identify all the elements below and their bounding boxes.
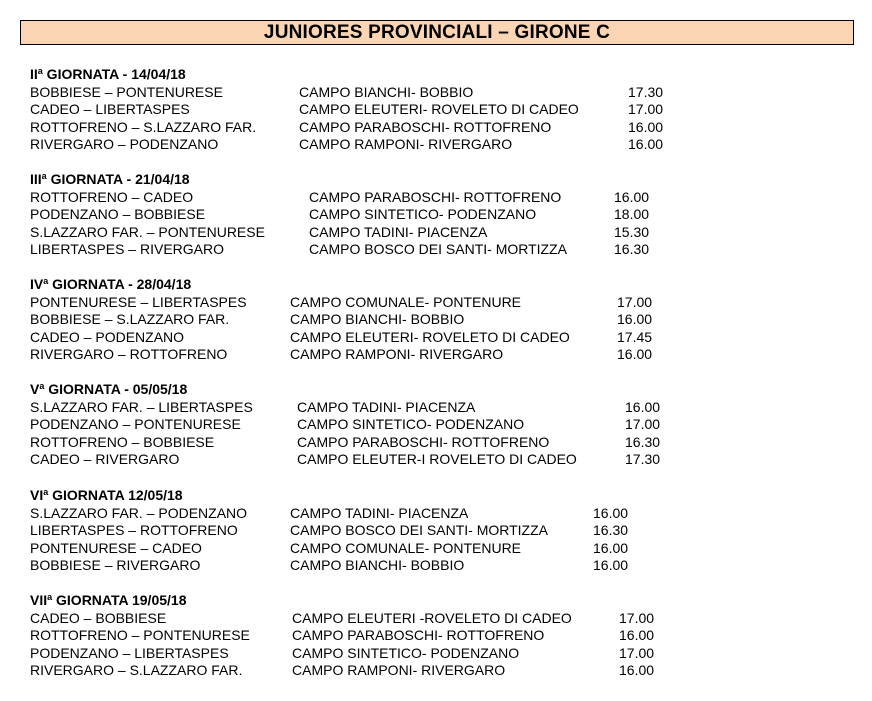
match-teams: ROTTOFRENO – BOBBIESE (30, 433, 215, 450)
match-time: 17.30 (625, 451, 661, 467)
match-field: CAMPO TADINI- PIACENZA (309, 223, 488, 240)
match-row (30, 627, 655, 645)
match-teams: RIVERGARO – S.LAZZARO FAR. (30, 662, 243, 678)
match-row (30, 328, 653, 347)
round-block (30, 276, 653, 364)
match-field: CAMPO COMUNALE- PONTENURE (290, 539, 522, 556)
match-time: 16.30 (593, 522, 629, 538)
round-block (30, 171, 650, 259)
match-row (30, 241, 650, 259)
match-time: 16.00 (628, 118, 664, 135)
match-row (30, 188, 650, 207)
round-title: $V^a$ GIORNATA - 05/05/18 (30, 381, 188, 397)
match-field: CAMPO RAMPONI- RIVERGARO (299, 136, 513, 152)
match-time: 16.00 (619, 627, 655, 643)
match-teams: ROTTOFRENO – S.LAZZARO FAR. (30, 118, 257, 135)
match-teams: PODENZANO – LIBERTASPES (30, 644, 229, 661)
match-field: CAMPO TADINI- PIACENZA (290, 504, 469, 521)
match-time: 16.30 (625, 433, 661, 450)
round-title: $IV^a$ GIORNATA - 28/04/18 (30, 276, 192, 292)
match-time: 16.00 (617, 346, 653, 362)
match-row (30, 416, 661, 434)
match-row (30, 433, 661, 452)
match-teams: CADEO – PODENZANO (30, 328, 185, 345)
match-field: CAMPO RAMPONI- RIVERGARO (290, 346, 504, 362)
page-title-banner (20, 20, 854, 45)
match-time: 16.00 (619, 662, 655, 678)
match-teams: CADEO – LIBERTASPES (30, 101, 190, 117)
match-time: 16.00 (628, 136, 664, 152)
round-block (30, 66, 664, 154)
match-time: 17.30 (628, 83, 664, 100)
match-field: CAMPO SINTETICO- PODENZANO (297, 416, 525, 432)
match-row (30, 293, 653, 312)
match-row (30, 644, 655, 663)
match-teams: LIBERTASPES – ROTTOFRENO (30, 522, 238, 538)
match-field: CAMPO ELEUTERI- ROVELETO DI CADEO (290, 328, 570, 345)
match-row (30, 136, 664, 154)
match-field: CAMPO ELEUTER-I ROVELETO DI CADEO (297, 451, 577, 467)
match-time: 17.00 (625, 416, 661, 432)
match-teams: RIVERGARO – PODENZANO (30, 136, 219, 152)
match-row (30, 504, 629, 523)
match-row (30, 539, 629, 558)
match-teams: PONTENURESE – LIBERTASPES (30, 293, 247, 310)
match-field: CAMPO BIANCHI- BOBBIO (290, 311, 465, 327)
round-block (30, 592, 655, 680)
round-block (30, 381, 661, 469)
match-row (30, 451, 661, 469)
match-row (30, 346, 653, 364)
match-row (30, 662, 655, 680)
match-teams: CADEO – BOBBIESE (30, 609, 167, 626)
match-time: 17.00 (617, 293, 653, 310)
match-time: 16.00 (593, 504, 629, 521)
match-time: 16.00 (625, 398, 661, 415)
round-title: III$^a$ GIORNATA - 21/04/18 (30, 171, 190, 187)
match-teams: CADEO – RIVERGARO (30, 451, 180, 467)
match-time: 16.00 (614, 188, 650, 205)
match-field: CAMPO PARABOSCHI- ROTTOFRENO (299, 118, 552, 135)
match-time: 16.00 (593, 557, 629, 573)
match-field: CAMPO SINTETICO- PODENZANO (309, 206, 537, 222)
page-title: JUNIORES PROVINCIALI – GIRONE C (263, 21, 611, 43)
match-teams: PODENZANO – PONTENURESE (30, 416, 241, 432)
match-time: 15.30 (614, 223, 650, 240)
match-time: 16.30 (614, 241, 650, 257)
match-field: CAMPO BOSCO DEI SANTI- MORTIZZA (290, 522, 548, 538)
match-teams: S.LAZZARO FAR. – PODENZANO (30, 504, 248, 521)
match-row (30, 101, 664, 119)
match-row (30, 206, 650, 224)
match-teams: PONTENURESE – CADEO (30, 539, 202, 556)
round-title: VII$^a$ GIORNATA 19/05/18 (30, 592, 187, 608)
match-field: CAMPO TADINI- PIACENZA (297, 398, 476, 415)
match-row (30, 557, 629, 575)
match-field: CAMPO PARABOSCHI- ROTTOFRENO (297, 433, 550, 450)
match-field: CAMPO COMUNALE- PONTENURE (290, 293, 522, 310)
match-row (30, 83, 664, 102)
match-teams: LIBERTASPES – RIVERGARO (30, 241, 224, 257)
match-time: 18.00 (614, 206, 650, 222)
match-field: CAMPO ELEUTERI -ROVELETO DI CADEO (292, 609, 572, 626)
match-field: CAMPO PARABOSCHI- ROTTOFRENO (292, 627, 545, 643)
round-block (30, 487, 629, 575)
match-time: 17.00 (619, 609, 655, 626)
match-teams: PODENZANO – BOBBIESE (30, 206, 206, 222)
match-time: 17.00 (628, 101, 664, 117)
match-field: CAMPO ELEUTERI- ROVELETO DI CADEO (299, 101, 579, 117)
match-field: CAMPO BOSCO DEI SANTI- MORTIZZA (309, 241, 567, 257)
match-teams: S.LAZZARO FAR. – PONTENURESE (30, 223, 265, 240)
match-teams: BOBBIESE – S.LAZZARO FAR. (30, 311, 230, 327)
match-time: 16.00 (593, 539, 629, 556)
match-row (30, 311, 653, 329)
match-row (30, 223, 650, 242)
match-teams: RIVERGARO – ROTTOFRENO (30, 346, 228, 362)
match-time: 16.00 (617, 311, 653, 327)
match-row (30, 118, 664, 137)
round-title: $II^a$ GIORNATA - 14/04/18 (30, 66, 186, 82)
match-row (30, 522, 629, 540)
match-teams: ROTTOFRENO – PONTENURESE (30, 627, 250, 643)
match-time: 17.45 (617, 328, 653, 345)
match-row (30, 609, 655, 628)
match-teams: S.LAZZARO FAR. – LIBERTASPES (30, 398, 253, 415)
match-field: CAMPO SINTETICO- PODENZANO (292, 644, 520, 661)
match-teams: ROTTOFRENO – CADEO (30, 188, 194, 205)
match-teams: BOBBIESE – RIVERGARO (30, 557, 201, 573)
match-time: 17.00 (619, 644, 655, 661)
match-teams: BOBBIESE – PONTENURESE (30, 83, 223, 100)
round-title: $VI^a$ GIORNATA 12/05/18 (30, 487, 183, 503)
match-field: CAMPO BIANCHI- BOBBIO (290, 557, 465, 573)
match-row (30, 398, 661, 417)
match-field: CAMPO RAMPONI- RIVERGARO (292, 662, 506, 678)
match-field: CAMPO PARABOSCHI- ROTTOFRENO (309, 188, 562, 205)
match-field: CAMPO BIANCHI- BOBBIO (299, 83, 474, 100)
